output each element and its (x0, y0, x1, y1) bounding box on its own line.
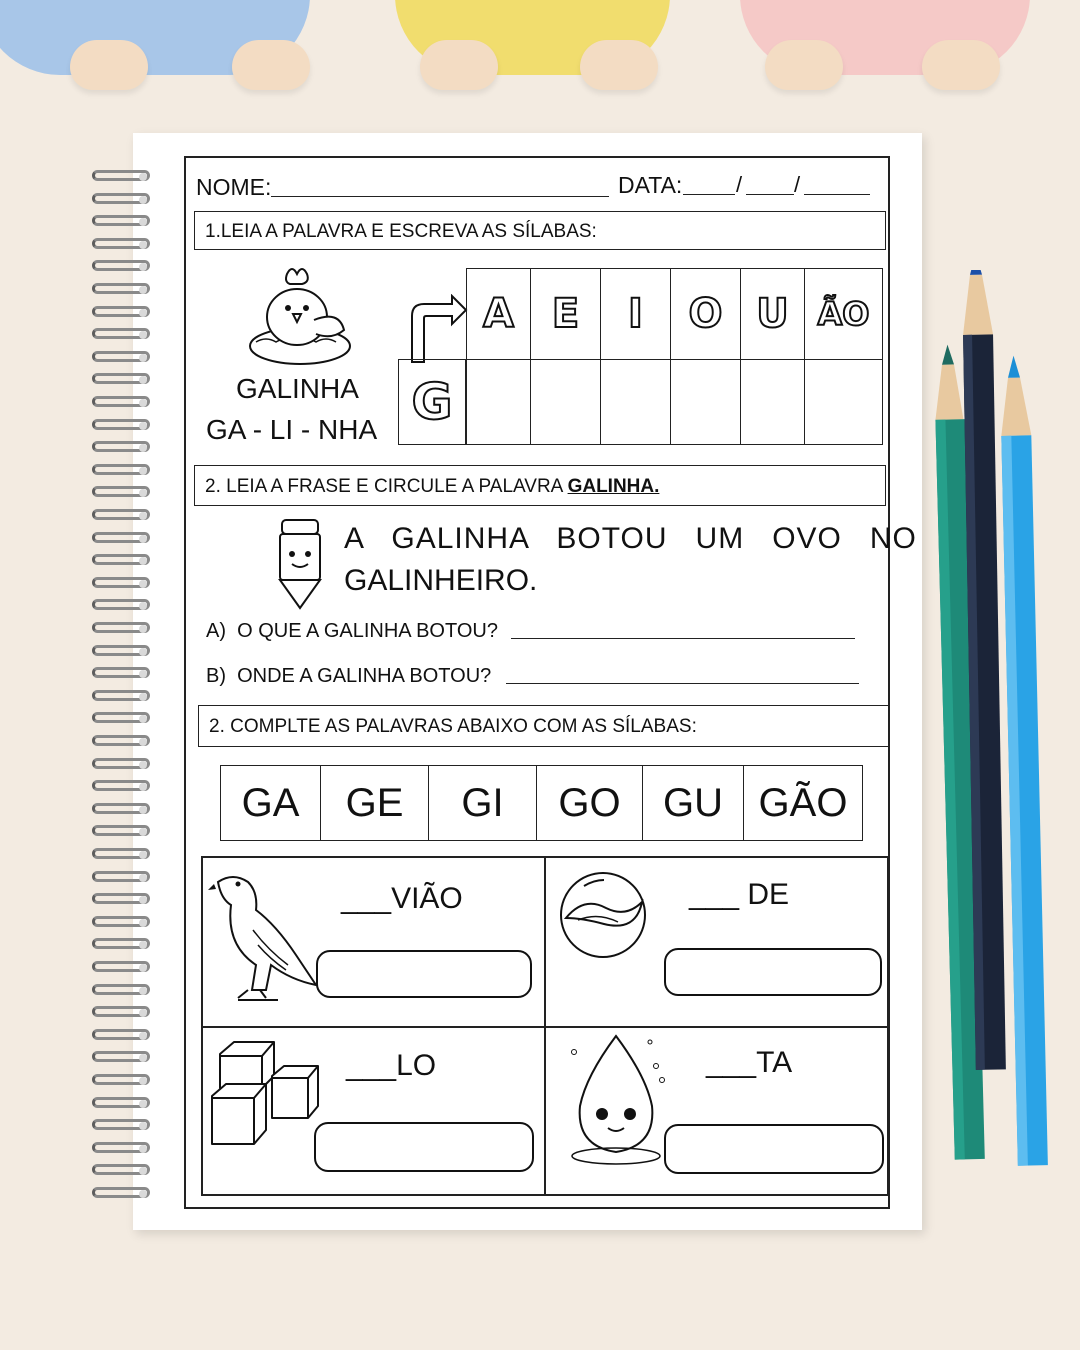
item-1-answer-box[interactable] (316, 950, 532, 998)
item-3-answer-box[interactable] (314, 1122, 534, 1172)
q1-syllables: GA - LI - NHA (206, 414, 378, 445)
vowel-letter: U (756, 291, 789, 337)
date-label: DATA: (618, 172, 683, 198)
spiral-coil (92, 984, 154, 996)
blue-pencil (1000, 355, 1048, 1165)
syllable-answer-cell[interactable] (740, 359, 805, 445)
vowel-letter: O (688, 291, 723, 337)
question-b: B) ONDE A GALINHA BOTOU? (206, 665, 492, 687)
spiral-coil (92, 193, 154, 205)
syllable-option-label: GO (558, 780, 621, 825)
spiral-coil (92, 170, 154, 182)
eagle-icon (208, 870, 323, 1010)
spiral-coil (92, 351, 154, 363)
spiral-coil (92, 441, 154, 453)
q1-instruction: 1.LEIA A PALAVRA E ESCREVA AS SÍLABAS: (205, 221, 597, 242)
spiral-coil (92, 780, 154, 792)
spiral-coil (92, 1119, 154, 1131)
toy-foot (922, 40, 1000, 90)
spiral-coil (92, 690, 154, 702)
date-month-line[interactable] (746, 194, 794, 195)
spiral-coil (92, 735, 154, 747)
syllable-answer-cell[interactable] (530, 359, 601, 445)
spiral-coil (92, 486, 154, 498)
vowel-cell (670, 268, 741, 360)
date-separator: / (794, 172, 801, 197)
toy-foot (580, 40, 658, 90)
spiral-coil (92, 712, 154, 724)
spiral-coil (92, 599, 154, 611)
spiral-coil (92, 306, 154, 318)
spiral-coil (92, 1029, 154, 1041)
spiral-coil (92, 961, 154, 973)
spiral-coil (92, 419, 154, 431)
spiral-coil (92, 916, 154, 928)
spiral-coil (92, 464, 154, 476)
grid-divider-horizontal (201, 1026, 889, 1028)
vowel-letter: I (628, 291, 643, 337)
date-separator: / (736, 172, 743, 197)
spiral-coil (92, 328, 154, 340)
vowel-cell (740, 268, 805, 360)
pencil-character-icon (272, 518, 328, 610)
answer-a-line[interactable] (511, 638, 855, 639)
marble-icon (558, 870, 648, 960)
syllable-option-label: GU (663, 780, 723, 825)
spiral-coil (92, 825, 154, 837)
spiral-coil (92, 758, 154, 770)
arrow-icon (408, 294, 468, 364)
vowel-cell (530, 268, 601, 360)
item-4-answer-box[interactable] (664, 1124, 884, 1174)
ice-cubes-icon (210, 1034, 330, 1154)
spiral-coil (92, 871, 154, 883)
spiral-coil (92, 396, 154, 408)
spiral-coil (92, 1051, 154, 1063)
syllable-option (743, 765, 863, 841)
syllable-option-label: GÃO (758, 780, 848, 825)
syllable-answer-cell[interactable] (466, 359, 531, 445)
spiral-coil (92, 373, 154, 385)
q3-instruction: 2. COMPLTE AS PALAVRAS ABAIXO COM AS SÍLABAS: (209, 716, 697, 737)
date-year-line[interactable] (804, 194, 870, 195)
spiral-coil (92, 238, 154, 250)
spiral-coil (92, 283, 154, 295)
spiral-coil (92, 260, 154, 272)
spiral-coil (92, 848, 154, 860)
start-letter-cell (398, 359, 466, 445)
item-4-word: ___TA (706, 1046, 793, 1079)
worksheet (184, 156, 917, 1209)
spiral-coil (92, 1097, 154, 1109)
vowel-cell (600, 268, 671, 360)
spiral-coil (92, 554, 154, 566)
vowel-letter: ÃO (817, 295, 870, 333)
name-label: NOME: (196, 174, 272, 200)
toy-foot (232, 40, 310, 90)
spiral-coil (92, 1074, 154, 1086)
colored-pencils (920, 270, 1070, 1170)
spiral-coil (92, 938, 154, 950)
syllable-answer-cell[interactable] (670, 359, 741, 445)
syllable-option (642, 765, 744, 841)
spiral-coil (92, 1187, 154, 1199)
syllable-option (320, 765, 429, 841)
toy-foot (70, 40, 148, 90)
item-2-answer-box[interactable] (664, 948, 882, 996)
spiral-coil (92, 645, 154, 657)
toy-foot (420, 40, 498, 90)
spiral-coil (92, 532, 154, 544)
syllable-option-label: GE (345, 780, 404, 825)
start-letter: G (411, 373, 453, 431)
spiral-coil (92, 1142, 154, 1154)
q3-instruction-box (198, 705, 890, 747)
syllable-option-label: GI (461, 780, 504, 825)
spiral-coil (92, 667, 154, 679)
spiral-coil (92, 1006, 154, 1018)
spiral-coil (92, 215, 154, 227)
water-drop-icon (566, 1032, 676, 1172)
spiral-coil (92, 577, 154, 589)
q2-sentence-line1: A GALINHA BOTOU UM OVO NO (344, 522, 917, 555)
item-3-word: ___LO (346, 1049, 437, 1082)
spiral-coil (92, 622, 154, 634)
syllable-answer-cell[interactable] (804, 359, 883, 445)
q1-instruction-box (194, 211, 886, 250)
syllable-option-label: GA (241, 780, 300, 825)
name-line[interactable] (271, 196, 609, 197)
syllable-option (536, 765, 643, 841)
spiral-coil (92, 803, 154, 815)
vowel-letter: A (483, 291, 514, 337)
vowel-cell (804, 268, 883, 360)
spiral-coil (92, 1164, 154, 1176)
syllable-answer-cell[interactable] (600, 359, 671, 445)
q2-instruction: 2. LEIA A FRASE E CIRCULE A PALAVRA GALINHA. (205, 476, 660, 497)
q2-instruction-box (194, 465, 886, 506)
item-2-word: ___ DE (689, 878, 790, 911)
q2-sentence-line2: GALINHEIRO. (344, 564, 538, 597)
q2-target-word: GALINHA. (567, 476, 660, 497)
vowel-letter: E (551, 291, 580, 337)
spiral-coil (92, 893, 154, 905)
toy-foot (765, 40, 843, 90)
question-a: A) O QUE A GALINHA BOTOU? (206, 620, 498, 642)
date-day-line[interactable] (683, 194, 735, 195)
syllable-option (220, 765, 321, 841)
q1-word: GALINHA (236, 373, 359, 404)
syllable-option (428, 765, 537, 841)
vowel-cell (466, 268, 531, 360)
item-1-word: ___VIÃO (341, 882, 463, 915)
answer-b-line[interactable] (506, 683, 859, 684)
chicken-icon (242, 262, 357, 372)
spiral-coil (92, 509, 154, 521)
